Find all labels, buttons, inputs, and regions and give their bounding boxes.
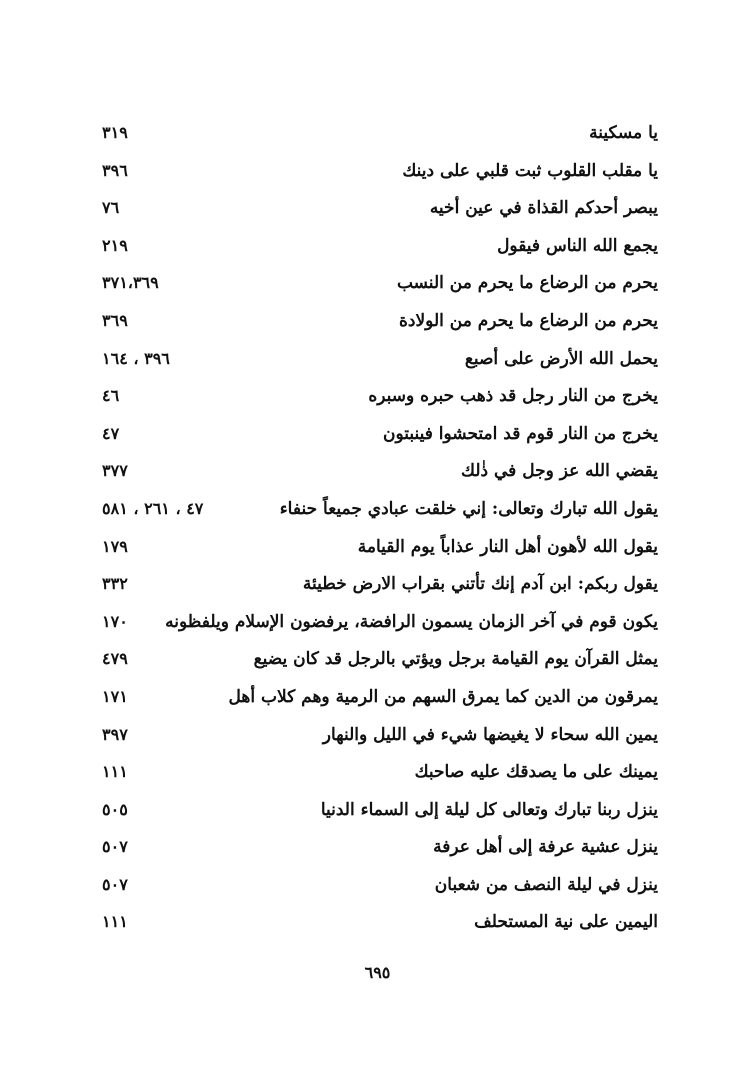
entry-text: يحرم من الرضاع ما يحرم من الولادة: [398, 310, 658, 331]
index-list: [102, 114, 658, 941]
index-entry: [102, 603, 658, 641]
entry-text: يقضي الله عز وجل في ذٰلك: [461, 461, 658, 482]
index-entry: [102, 866, 658, 904]
index-entry: [102, 753, 658, 791]
entry-pages: ٣٩٧: [102, 724, 128, 744]
entry-pages: ٥٠٥: [102, 799, 128, 819]
index-entry: [102, 565, 658, 603]
index-entry: [102, 264, 658, 302]
index-entry: [102, 903, 658, 941]
index-entry: [102, 227, 658, 265]
index-entry: [102, 452, 658, 490]
entry-text: ينزل في ليلة النصف من شعبان: [434, 874, 658, 895]
index-entry: [102, 678, 658, 716]
index-entry: [102, 152, 658, 190]
entry-pages: ٣٧١،٣٦٩: [102, 273, 159, 293]
entry-pages: ٢١٩: [102, 235, 128, 255]
entry-text: يحمل الله الأرض على أصبع: [464, 348, 658, 369]
entry-pages: ١١١: [102, 912, 128, 932]
entry-text: يكون قوم في آخر الزمان يسمون الرافضة، يرفضون الإسلام ويلفظونه: [165, 611, 658, 632]
entry-text: يقول ربكم: ابن آدم إنك تأتني بقراب الارض خطيئة: [302, 574, 658, 595]
entry-text: يمرقون من الدين كما يمرق السهم من الرمية وهم كلاب أهل: [228, 686, 658, 707]
index-entry: [102, 415, 658, 453]
entry-text: يقول الله لأهون أهل النار عذاباً يوم القيامة: [357, 536, 658, 557]
entry-text: يا مقلب القلوب ثبت قلبي على دينك: [402, 160, 658, 181]
entry-pages: ٣٧٧: [102, 461, 128, 481]
index-entry: [102, 716, 658, 754]
entry-pages: ٣١٩: [102, 123, 128, 142]
entry-text: يمينك على ما يصدقك عليه صاحبك: [414, 762, 658, 783]
entry-pages: ٥٠٧: [102, 837, 128, 857]
entry-pages: ١٧٠: [102, 611, 128, 631]
index-entry: [102, 528, 658, 566]
index-entry: [102, 340, 658, 378]
entry-pages: ٣٩٦: [102, 160, 128, 180]
entry-text: ينزل عشية عرفة إلى أهل عرفة: [433, 837, 658, 858]
entry-text: يجمع الله الناس فيقول: [497, 235, 658, 256]
entry-pages: ٤٧: [102, 423, 120, 443]
entry-text: يقول الله تبارك وتعالى: إني خلقت عبادي جميعاً حنفاء: [279, 498, 658, 519]
entry-text: يا مسكينة: [589, 123, 658, 143]
entry-text: يخرج من النار رجل قد ذهب حبره وسبره: [368, 386, 658, 407]
entry-pages: ٥٠٧: [102, 874, 128, 894]
index-entry: [102, 490, 658, 528]
entry-pages: ١١١: [102, 762, 128, 782]
entry-pages: ٤٧٩: [102, 649, 128, 669]
index-entry: [102, 640, 658, 678]
index-entry: [102, 828, 658, 866]
entry-text: يمين الله سحاء لا يغيضها شيء في الليل والنهار: [322, 724, 658, 745]
entry-text: يبصر أحدكم القذاة في عين أخيه: [429, 198, 658, 219]
index-entry: [102, 189, 658, 227]
entry-pages: ٤٧ ، ٢٦١ ، ٥٨١: [102, 498, 204, 518]
entry-text: يحرم من الرضاع ما يحرم من النسب: [396, 273, 658, 294]
entry-pages: ٣٩٦ ، ١٦٤: [102, 348, 170, 368]
index-entry: [102, 302, 658, 340]
entry-pages: ١٧١: [102, 686, 128, 706]
index-entry: [102, 791, 658, 829]
entry-pages: ١٧٩: [102, 536, 128, 556]
entry-text: اليمين على نية المستحلف: [474, 912, 658, 933]
entry-text: ينزل ربنا تبارك وتعالى كل ليلة إلى السماء الدنيا: [320, 799, 658, 820]
entry-pages: ٣٣٢: [102, 574, 128, 594]
page-number: ٦٩٥: [364, 963, 391, 982]
entry-pages: ٣٦٩: [102, 310, 128, 330]
index-entry: [102, 114, 658, 152]
index-entry: [102, 377, 658, 415]
entry-pages: ٧٦: [102, 198, 120, 218]
entry-text: يمثل القرآن يوم القيامة برجل ويؤتي بالرجل قد كان يضيع: [253, 649, 658, 670]
entry-text: يخرج من النار قوم قد امتحشوا فينبتون: [382, 423, 658, 444]
entry-pages: ٤٦: [102, 386, 120, 406]
